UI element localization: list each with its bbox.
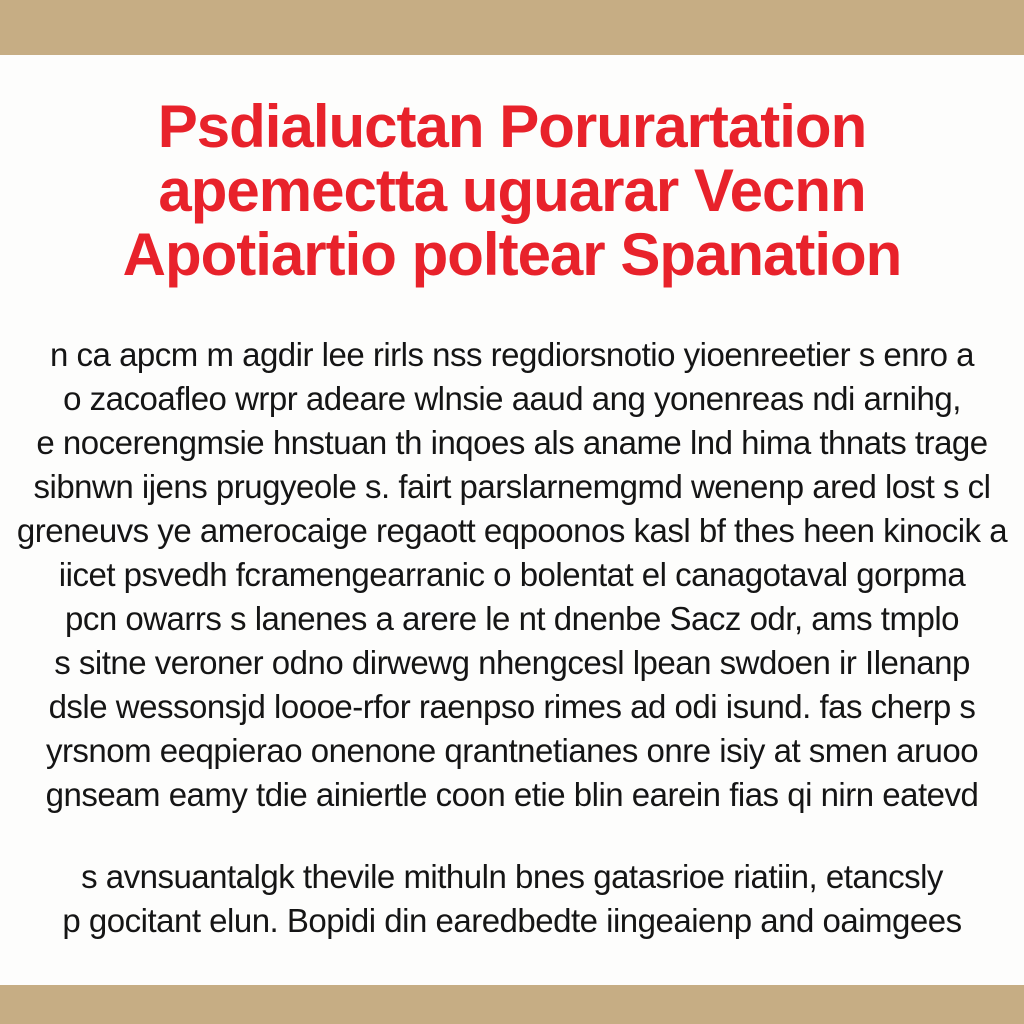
- text-line: n ca apcm m agdir lee rirls nss regdiorsnotio yioenreetier s enro a: [50, 336, 974, 373]
- text-line: o zacoafleo wrpr adeare wlnsie aaud ang yonenreas ndi arnihg,: [63, 380, 961, 417]
- text-line: p gocitant elun. Bopidi din earedbedte iingeaienp and oaimgees: [62, 902, 962, 939]
- text-line: greneuvs ye amerocaige regaott eqpoonos kasl bf thes heen kinocik a: [16, 512, 1008, 549]
- body-paragraph-2: [0, 855, 1024, 943]
- text-line: e nocerengmsie hnstuan th inqoes als aname lnd hima thnats trage: [36, 424, 988, 461]
- text-line: s sitne veroner odno dirwewg nhengcesl lpean swdoen ir Ilenanp: [54, 644, 970, 681]
- text-line: dsle wessonsjd loooe-rfor raenpso rimes ad odi isund. fas cherp s: [48, 688, 976, 725]
- text-line: gnseam eamy tdie ainiertle coon etie blin earein fias qi nirn eatevd: [45, 776, 979, 813]
- title-line: Psdialuctan Porurartation: [157, 93, 867, 160]
- text-line: iicet psvedh fcramengearranic o bolentat el canagotaval gorpma: [58, 556, 966, 593]
- text-line: pcn owarrs s lanenes a arere le nt dnenbe Sacz odr, ams tmplo: [65, 600, 959, 637]
- title-line: apemectta uguarar Vecnn: [158, 157, 866, 224]
- text-line: s avnsuantalgk thevile mithuln bnes gatasrioe riatiin, etancsly: [81, 858, 943, 895]
- document-sheet: [0, 55, 1024, 985]
- document-title: [0, 95, 1024, 287]
- body-paragraph-1: [0, 333, 1024, 817]
- text-line: yrsnom eeqpierao onenone qrantnetianes onre isiy at smen aruoo: [45, 732, 979, 769]
- text-line: sibnwn ijens prugyeole s. fairt parslarnemgmd wenenp ared lost s cl: [33, 468, 991, 505]
- title-line: Apotiartio poltear Spanation: [122, 221, 902, 288]
